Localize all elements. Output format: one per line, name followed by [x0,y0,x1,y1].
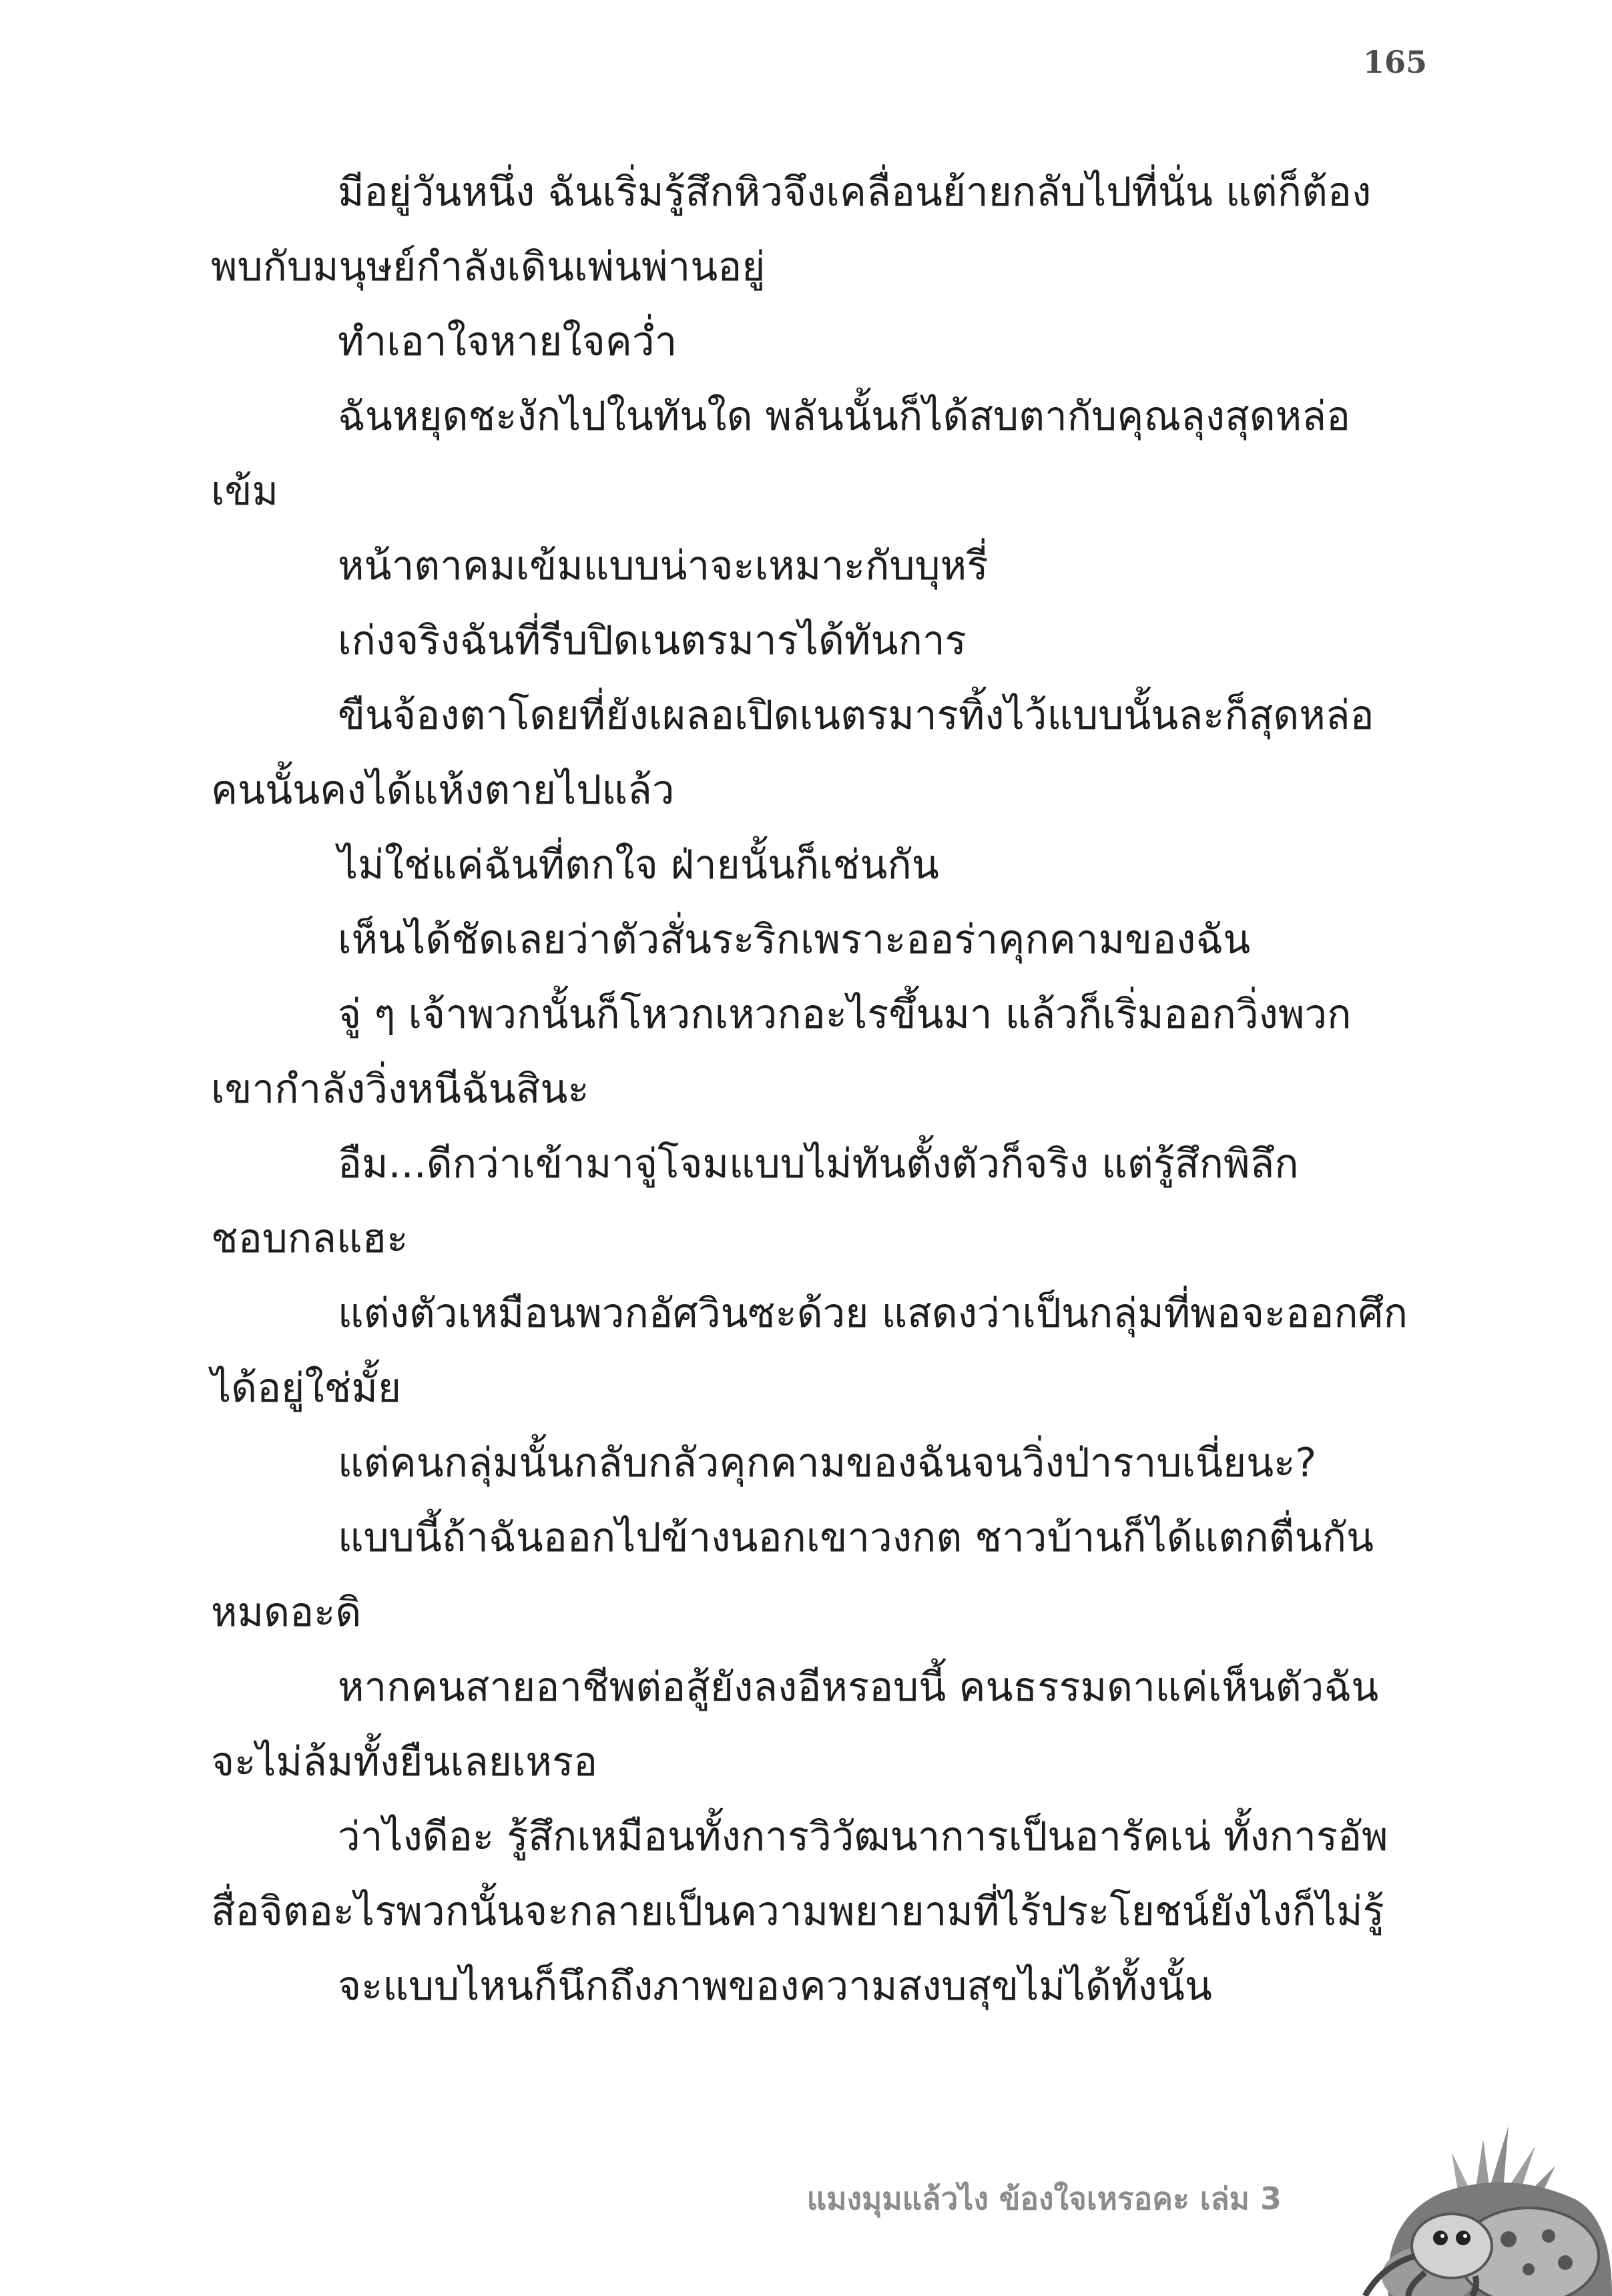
paragraph: แต่งตัวเหมือนพวกอัศวินซะด้วย แสดงว่าเป็นกลุ่มที่พอจะออกศึกได้อยู่ใช่มั้ย [211,1290,1408,1412]
paragraph: ว่าไงดีอะ รู้สึกเหมือนทั้งการวิวัฒนาการเป็นอารัคเน่ ทั้งการอัพสื่อจิตอะไรพวกนั้นจะกลายเป็นความพยายามที่ไร้ประโยชน์ยังไงก็ไม่รู้ [211,1813,1388,1935]
paragraph: จู่ ๆ เจ้าพวกนั้นก็โหวกเหวกอะไรขึ้นมา แล้วก็เริ่มออกวิ่งพวกเขากำลังวิ่งหนีฉันสินะ [211,991,1352,1113]
paragraph: มีอยู่วันหนึ่ง ฉันเริ่มรู้สึกหิวจึงเคลื่อนย้ายกลับไปที่นั่น แต่ก็ต้องพบกับมนุษย์กำลังเดินเพ่นพ่านอยู่ [211,169,1372,290]
paragraph: หากคนสายอาชีพต่อสู้ยังลงอีหรอบนี้ คนธรรมดาแค่เห็นตัวฉันจะไม่ล้มทั้งยืนเลยเหรอ [211,1664,1379,1785]
page-number: 165 [1362,44,1428,80]
footer-book-title: แมงมุมแล้วไง ข้องใจเหรอคะ เล่ม 3 [806,2181,1282,2217]
paragraph: ขืนจ้องตาโดยที่ยังเผลอเปิดเนตรมารทิ้งไว้แบบนั้นละก็สุดหล่อคนนั้นคงได้แห้งตายไปแล้ว [211,692,1374,814]
paragraph: ไม่ใช่แค่ฉันที่ตกใจ ฝ่ายนั้นก็เช่นกัน [338,842,939,888]
paragraph: เห็นได้ชัดเลยว่าตัวสั่นระริกเพราะออร่าคุกคามของฉัน [338,916,1251,963]
spider-mascot-icon [1308,2112,1612,2296]
paragraph: แบบนี้ถ้าฉันออกไปข้างนอกเขาวงกต ชาวบ้านก็ได้แตกตื่นกันหมดอะดิ [211,1514,1374,1636]
paragraph: ฉันหยุดชะงักไปในทันใด พลันนั้นก็ได้สบตากับคุณลุงสุดหล่อเข้ม [211,393,1351,515]
paragraph: เก่งจริงฉันที่รีบปิดเนตรมารได้ทันการ [338,617,967,664]
body-text [211,155,1412,2024]
paragraph: แต่คนกลุ่มนั้นกลับกลัวคุกคามของฉันจนวิ่งป่าราบเนี่ยนะ? [338,1440,1317,1486]
paragraph: อืม...ดีกว่าเข้ามาจู่โจมแบบไม่ทันตั้งตัวก็จริง แต่รู้สึกพิลึกชอบกลแฮะ [211,1141,1299,1262]
paragraph: ทำเอาใจหายใจคว่ำ [338,318,678,365]
paragraph: จะแบบไหนก็นึกถึงภาพของความสงบสุขไม่ได้ทั้งนั้น [338,1963,1212,2010]
paragraph: หน้าตาคมเข้มแบบน่าจะเหมาะกับบุหรี่ [338,543,989,589]
